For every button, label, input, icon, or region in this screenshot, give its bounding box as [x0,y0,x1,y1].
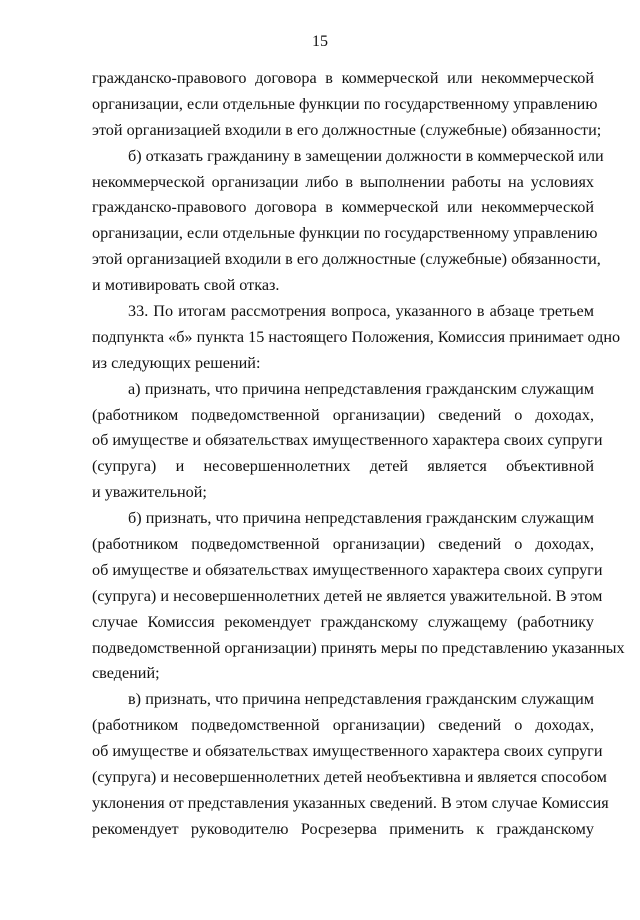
text-line: (работником подведомственной организации) сведений о доходах, [92,535,594,554]
paragraph [92,299,621,377]
text-line: в) признать, что причина непредставления гражданским служащим [128,690,594,709]
text-line: рекомендует руководителю Росрезерва применить к гражданскому [92,819,594,838]
paragraph [92,66,602,144]
paragraph [92,144,604,299]
text-line: организации, если отдельные функции по государственному управлению [92,94,598,113]
text-line: (работником подведомственной организации) сведений о доходах, [92,405,594,424]
text-line: б) признать, что причина непредставления гражданским служащим [128,509,594,528]
text-line: гражданско-правового договора в коммерческой или некоммерческой [92,69,594,87]
document-body [92,66,625,843]
text-line: (супруга) и несовершеннолетних детей необъективна и является способом [92,768,607,787]
paragraph [92,687,609,842]
page-number: 15 [312,33,328,50]
text-line: (супруга) и несовершеннолетних детей не является уважительной. В этом [92,586,603,605]
paragraph [92,377,603,506]
text-line: сведений; [92,664,160,683]
text-line: гражданско-правового договора в коммерческой или некоммерческой [92,198,594,217]
text-line: 33. По итогам рассмотрения вопроса, указанного в абзаце третьем [128,302,594,321]
text-line: из следующих решений: [92,353,261,372]
text-line: (работником подведомственной организации) сведений о доходах, [92,716,594,735]
text-line: об имуществе и обязательствах имущественного характера своих супруги [92,431,603,450]
text-line: этой организацией входили в его должностные (служебные) обязанности, [92,250,601,269]
text-line: об имуществе и обязательствах имущественного характера своих супруги [92,560,603,579]
text-line: некоммерческой организации либо в выполнении работы на условиях [92,172,594,191]
text-line: и мотивировать свой отказ. [92,276,280,295]
text-line: б) отказать гражданину в замещении должности в коммерческой или [128,146,604,165]
text-line: (супруга) и несовершеннолетних детей является объективной [92,457,594,476]
text-line: этой организацией входили в его должностные (служебные) обязанности; [92,120,602,139]
paragraph [92,506,625,687]
text-line: подпункта «б» пункта 15 настоящего Положения, Комиссия принимает одно [92,327,621,346]
text-line: организации, если отдельные функции по государственному управлению [92,224,598,243]
text-line: а) признать, что причина непредставления гражданским служащим [128,379,594,398]
text-line: подведомственной организации) принять меры по представлению указанных [92,638,625,657]
text-line: и уважительной; [92,483,207,502]
text-line: об имуществе и обязательствах имущественного характера своих супруги [92,742,603,761]
text-line: уклонения от представления указанных сведений. В этом случае Комиссия [92,793,609,812]
text-line: случае Комиссия рекомендует гражданскому служащему (работнику [92,612,594,631]
